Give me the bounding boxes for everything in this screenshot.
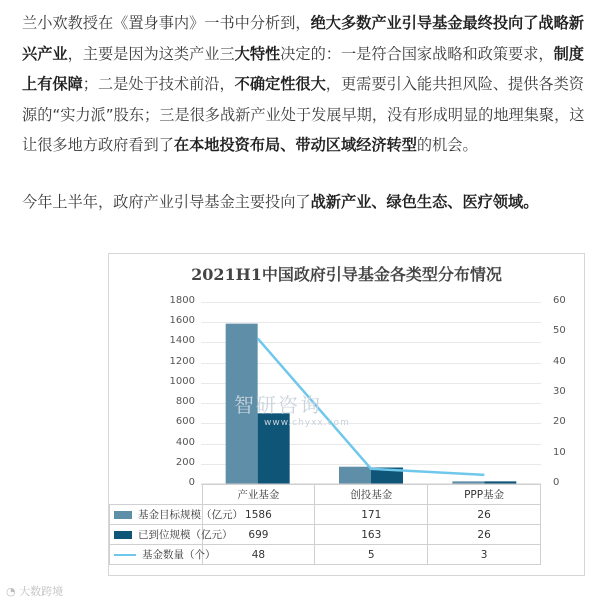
chart-figure [108,253,585,576]
legend-entry [110,545,216,565]
watermark [234,389,350,428]
y-left-tick-label: 1600 [169,315,195,327]
legend-entry [110,505,243,525]
y-right-tick-label: 60 [553,295,566,306]
article-text-run: ；二是处于技术前沿， [82,75,235,93]
x-category-label: PPP基金 [428,485,541,505]
article-text [22,8,588,217]
table-cell-value: 171 [315,505,428,525]
y-left-tick-label: 600 [175,416,195,428]
y-left-tick-label: 400 [175,436,195,448]
chart-title: 2021H1中国政府引导基金各类型分布情况 [191,265,502,284]
table-row [110,525,541,545]
x-category-label: 创投基金 [315,485,428,505]
y-left-tick-label: 0 [188,477,195,488]
table-cell-value: 5 [315,545,428,565]
article-emphasis: 不确定性很大 [234,75,326,93]
table-cell-value: 1586 [202,505,315,525]
article-emphasis: 绝大多数产业引导基金最终投向了战略新兴产业 [22,14,584,63]
y-right-tick-label: 40 [553,355,566,367]
article-paragraph-1 [22,8,588,161]
article-text-run: 今年上半年，政府产业引导基金主要投向了 [22,192,311,211]
article-emphasis: 制度上有保障 [22,44,584,93]
legend-label: 基金数量（个） [142,549,216,561]
table-cell-value: 699 [202,525,315,545]
footer-logo-text: 大数跨境 [19,585,64,598]
article-emphasis: 大特性 [234,44,281,63]
footer-logo [6,583,63,599]
article-emphasis: 在本地投资布局、带动区域经济转型 [173,136,417,154]
y-left-tick-label: 1200 [169,355,195,367]
legend-label: 已到位规模（亿元） [138,529,233,541]
chart-data-table [109,484,541,565]
article-emphasis: 战新产业、绿色生态、医疗领域。 [310,192,539,211]
y-right-tick-label: 50 [553,325,566,337]
y-right-tick-label: 0 [553,477,560,488]
article-paragraph-2 [22,187,588,218]
footer-logo-icon: ◔ [6,585,20,598]
table-row [110,505,541,525]
table-cell-value: 26 [428,505,541,525]
legend-swatch [114,554,136,556]
article-text-run: ，更需要引入能共担风险、提供各类资源的“实力派”股东；三是很多战新产业处于发展早期，没有形成明显的地理集聚，这让很多地方政府看到了 [22,75,585,154]
y-right-tick-label: 30 [553,386,566,397]
legend-entry [110,525,233,545]
y-right-tick-label: 10 [553,446,566,458]
article-text-run: ，主要是因为这类产业三 [67,44,235,63]
table-cell-value: 26 [428,525,541,545]
article-text-run: 兰小欢教授在《置身事内》一书中分析到， [22,14,311,32]
table-cell-value: 48 [202,545,315,565]
table-cell-value: 3 [428,545,541,565]
y-left-tick-label: 1400 [169,335,195,347]
legend-label: 基金目标规模（亿元） [138,509,243,521]
legend-swatch [114,531,132,539]
table-cell-value: 163 [315,525,428,545]
table-row [110,545,541,565]
watermark-url: www.chyxx.com [264,418,350,428]
y-left-tick-label: 1000 [169,375,195,387]
y-left-tick-label: 200 [175,456,195,468]
article-text-run: 决定的：一是符合国家战略和政策要求， [280,44,554,63]
y-right-tick-label: 20 [553,416,566,428]
x-category-label: 产业基金 [202,485,315,505]
article-text-run: 的机会。 [416,136,478,154]
watermark-brand: 智研咨询 [234,393,322,417]
y-left-tick-label: 1800 [169,295,195,306]
table-corner [110,485,203,505]
legend-swatch [114,511,132,519]
bar-target-scale [339,467,371,484]
y-left-tick-label: 800 [175,396,195,408]
